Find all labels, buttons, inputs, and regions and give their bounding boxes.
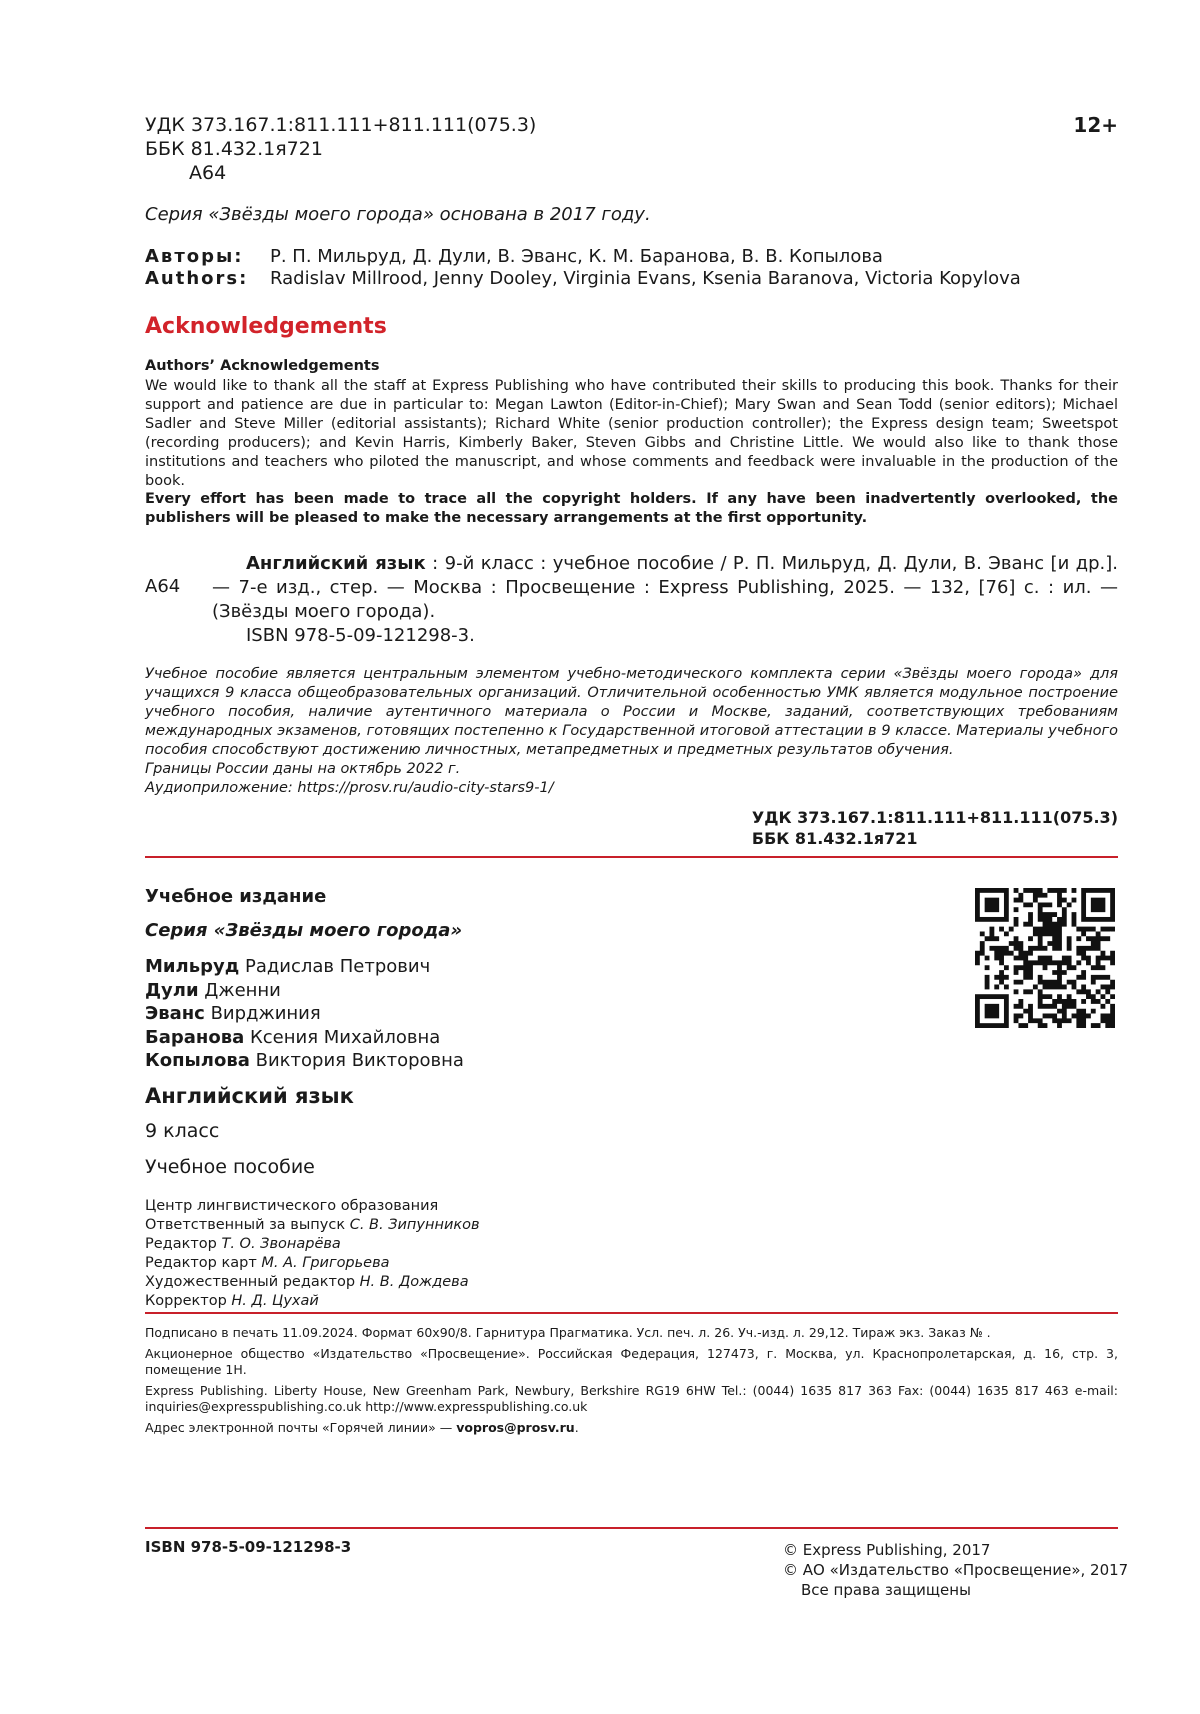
rights-reserved: Все права защищены bbox=[801, 1581, 971, 1599]
person-row bbox=[145, 955, 464, 979]
persons-list bbox=[145, 955, 464, 1073]
staff-name: Т. О. Звонарёва bbox=[221, 1236, 341, 1252]
person-surname: Баранова bbox=[145, 1026, 245, 1048]
authors-en-row bbox=[145, 268, 1021, 290]
staff-row bbox=[145, 1273, 480, 1292]
imprint-hotline bbox=[145, 1420, 1118, 1436]
staff-row bbox=[145, 1235, 480, 1254]
biblio-rest: : 9-й класс : учебное пособие / Р. П. Мильруд, Д. Дули, В. Эванс [и др.]. — 7-е изд., стер. — Москва : Просвещение : Express Publishing, 2025. — 132, [76] с. : ил. — (Звёзды моего города). bbox=[212, 553, 1119, 622]
divider-rule bbox=[145, 856, 1118, 858]
person-given: Дженни bbox=[198, 979, 281, 1001]
staff-row bbox=[145, 1216, 480, 1235]
acknowledgements-title: Acknowledgements bbox=[145, 314, 387, 339]
staff-role: Центр лингвистического образования bbox=[145, 1198, 439, 1214]
udk-right-code: УДК 373.167.1:811.111+811.111(075.3) bbox=[751, 808, 1118, 827]
series-note: Серия «Звёзды моего города» основана в 2017 году. bbox=[145, 204, 651, 225]
edition-type: Учебное издание bbox=[145, 886, 327, 907]
staff-role: Художественный редактор bbox=[145, 1274, 360, 1290]
authors-ru-names: Р. П. Мильруд, Д. Дули, В. Эванс, К. М. Баранова, В. В. Копылова bbox=[270, 246, 883, 267]
person-row bbox=[145, 1049, 464, 1073]
authors-ru-label: Авторы: bbox=[145, 246, 244, 267]
person-given: Радислав Петрович bbox=[239, 956, 431, 977]
imprint-block bbox=[145, 1325, 1118, 1441]
staff-name: Н. В. Дождева bbox=[359, 1274, 469, 1290]
series-title: Серия «Звёзды моего города» bbox=[145, 920, 463, 941]
hotline-label: Адрес электронной почты «Горячей линии» — bbox=[145, 1420, 457, 1435]
person-given: Виктория Викторовна bbox=[249, 1050, 464, 1071]
author-sign-code: А64 bbox=[189, 162, 227, 184]
person-row bbox=[145, 1026, 464, 1050]
person-surname: Дули bbox=[145, 979, 199, 1001]
hotline-end: . bbox=[574, 1420, 579, 1435]
person-surname: Мильруд bbox=[145, 956, 240, 977]
hotline-email-link[interactable]: vopros@prosv.ru bbox=[456, 1420, 575, 1435]
udk-code: УДК 373.167.1:811.111+811.111(075.3) bbox=[145, 114, 537, 136]
qr-code-graphic bbox=[975, 888, 1115, 1028]
copyright-express: © Express Publishing, 2017 bbox=[783, 1541, 991, 1559]
staff-name: Н. Д. Цухай bbox=[231, 1293, 319, 1309]
staff-role: Редактор bbox=[145, 1236, 222, 1252]
qr-code-icon[interactable] bbox=[975, 888, 1115, 1028]
annotation bbox=[145, 665, 1118, 798]
staff-row bbox=[145, 1197, 480, 1216]
acknowledgements-body: We would like to thank all the staff at Express Publishing who have contributed their skills to producing this book. Thanks for their support and patience are due in particular to: Megan Lawton (Editor-in-Chief); Mary Swan and Sean Todd (senior editors); Michael Sadler and Steve Miller (editorial assistants); Richard White (senior production controller); the Express design team; Sweetspot (recording producers); and Kevin Harris, Kimberly Baker, Steven Gibbs and Christine Little. We would also like to thank those institutions and teachers who piloted the manuscript, and whose comments and feedback were invaluable in the production of the book. bbox=[145, 378, 1118, 489]
divider-rule bbox=[145, 1312, 1118, 1314]
authors-block bbox=[145, 246, 1021, 290]
staff-row bbox=[145, 1254, 480, 1273]
person-surname: Копылова bbox=[145, 1050, 250, 1071]
staff-row bbox=[145, 1292, 480, 1311]
person-row bbox=[145, 1002, 464, 1026]
isbn-footer: ISBN 978-5-09-121298-3 bbox=[145, 1538, 352, 1556]
udk-right-block bbox=[752, 807, 1118, 849]
person-given: Ксения Михайловна bbox=[244, 1026, 441, 1048]
biblio-isbn: ISBN 978-5-09-121298-3. bbox=[246, 625, 475, 646]
age-rating: 12+ bbox=[1073, 113, 1118, 137]
annotation-audio-link[interactable]: Аудиоприложение: https://prosv.ru/audio-city-stars9-1/ bbox=[145, 780, 554, 796]
annotation-text: Учебное пособие является центральным элементом учебно-методического комплекта серии «Звёзды моего города» для учащихся 9 класса общеобразовательных организаций. Отличительной особенностью УМК является модульное построение учебного пособия, наличие аутентичного материала о России и Москве, заданий, соответствующих требованиям международных экзаменов, готовящих постепенно к Государственной итоговой аттестации в 9 классе. Материалы учебного пособия способствуют достижению личностных, метапредметных и предметных результатов обучения. bbox=[145, 666, 1118, 758]
authors-en-names: Radislav Millrood, Jenny Dooley, Virginia Evans, Ksenia Baranova, Victoria Kopylova bbox=[270, 268, 1021, 289]
staff-list bbox=[145, 1197, 480, 1311]
imprint-publisher: Акционерное общество «Издательство «Просвещение». Российская Федерация, 127473, г. Москва, ул. Краснопролетарская, д. 16, стр. 3, помещение 1Н. bbox=[145, 1346, 1118, 1377]
authors-en-label: Authors: bbox=[145, 268, 249, 289]
acknowledgements-subtitle: Authors’ Acknowledgements bbox=[145, 358, 380, 374]
copyright-prosv: © АО «Издательство «Просвещение», 2017 bbox=[783, 1561, 1129, 1579]
udk-block bbox=[145, 113, 536, 185]
biblio-main bbox=[212, 552, 1118, 624]
staff-role: Корректор bbox=[145, 1293, 232, 1309]
imprint-signed: Подписано в печать 11.09.2024. Формат 60х90/8. Гарнитура Прагматика. Усл. печ. л. 26. Уч.-изд. л. 29,12. Тираж экз. Заказ № . bbox=[145, 1325, 991, 1340]
bbk-code: ББК 81.432.1я721 bbox=[145, 138, 323, 160]
bibliographic-record bbox=[212, 552, 1118, 648]
staff-name: С. В. Зипунников bbox=[349, 1217, 480, 1233]
grade-label: 9 класс bbox=[145, 1120, 220, 1142]
divider-rule bbox=[145, 1527, 1118, 1529]
staff-role: Ответственный за выпуск bbox=[145, 1217, 350, 1233]
bbk-right-code: ББК 81.432.1я721 bbox=[751, 829, 918, 848]
imprint-express: Express Publishing. Liberty House, New Greenham Park, Newbury, Berkshire RG19 6HW Tel.: (0044) 1635 817 363 Fax: (0044) 1635 817 463 e-mail: inquiries@expresspublishing.co.uk http://www.expresspublishing.co.uk bbox=[145, 1383, 1118, 1414]
person-given: Вирджиния bbox=[204, 1003, 321, 1024]
authors-ru-row bbox=[145, 246, 1021, 268]
biblio-code: А64 bbox=[145, 576, 181, 597]
staff-role: Редактор карт bbox=[145, 1255, 262, 1271]
annotation-borders: Границы России даны на октябрь 2022 г. bbox=[145, 761, 461, 777]
person-row bbox=[145, 979, 464, 1003]
book-type: Учебное пособие bbox=[145, 1156, 315, 1178]
subject-title: Английский язык bbox=[145, 1084, 354, 1108]
person-surname: Эванс bbox=[145, 1003, 205, 1024]
biblio-title: Английский язык bbox=[246, 553, 426, 574]
copyright-note: Every effort has been made to trace all the copyright holders. If any have been inadvertently overlooked, the publishers will be pleased to make the necessary arrangements at the first opportunity. bbox=[145, 491, 1118, 526]
staff-name: М. А. Григорьева bbox=[261, 1255, 390, 1271]
copyright-block bbox=[783, 1540, 1128, 1600]
